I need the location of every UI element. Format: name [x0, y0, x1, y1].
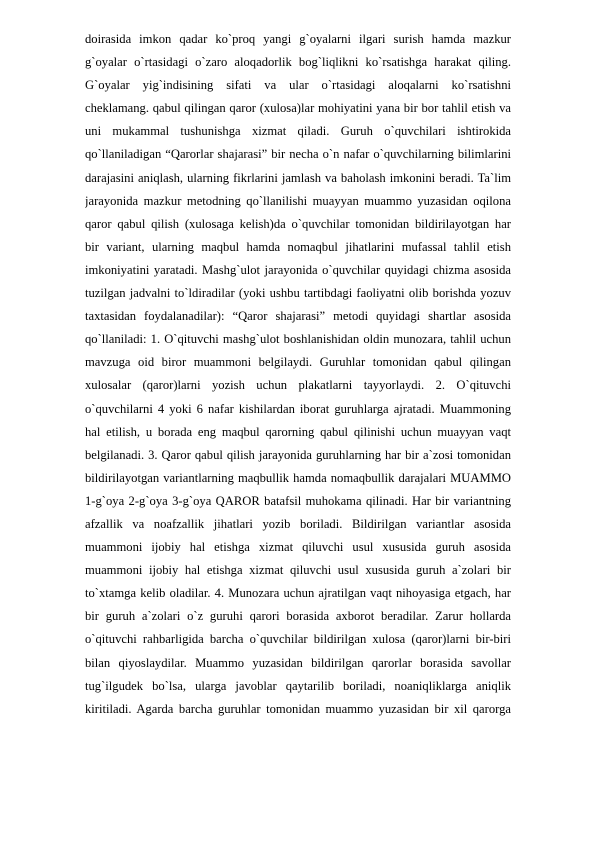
- text-line: bir variant, ularning maqbul hamda nomaqbul jihatlarini mufassal tahlil etish: [85, 239, 511, 254]
- text-line: bir guruh a`zolari o`z guruhi qarori borasida axborot beradilar. Zarur hollarda: [85, 609, 511, 624]
- text-line: darajasini aniqlash, ularning fikrlarini jamlash va baholash imkonini beradi. Ta`lim: [85, 170, 511, 185]
- text-line: qo`llaniladi: 1. O`qituvchi mashg`ulot boshlanishidan oldin munozara, tahlil uchun: [85, 332, 511, 347]
- text-line: muammoni ijobiy hal etishga xizmat qiluvchi usul xususida guruh a`zolari bir: [85, 563, 511, 578]
- text-line: imkoniyatini yaratadi. Mashg`ulot jarayonida o`quvchilar quyidagi chizma asosida: [85, 262, 511, 277]
- text-line: xulosalar (qaror)larni yozish uchun plakatlarni tayyorlaydi. 2. O`qituvchi: [85, 378, 511, 393]
- text-line: cheklamang. qabul qilingan qaror (xulosa)lar mohiyatini yana bir bor tahlil etish va: [85, 101, 511, 116]
- text-line: taxtasidan foydalanadilar): “Qaror shajarasi” metodi quyidagi shartlar asosida: [85, 309, 511, 324]
- document-page: [85, 28, 511, 721]
- text-line: hal etilish, u borada eng maqbul qarorning qabul qilinishi uchun muayyan vaqt: [85, 424, 511, 439]
- text-line: G`oyalar yig`indisining sifati va ular o`rtasidagi aloqalarni ko`rsatishni: [85, 78, 511, 93]
- text-line: bilan qiyoslaydilar. Muammo yuzasidan bildirilgan qarorlar borasida savollar: [85, 655, 511, 670]
- text-line: kiritiladi. Agarda barcha guruhlar tomonidan muammo yuzasidan bir xil qarorga: [85, 701, 511, 716]
- text-line: tug`ilgudek bo`lsa, ularga javoblar qaytarilib boriladi, noaniqliklarga aniqlik: [85, 678, 511, 693]
- text-line: qaror qabul qilish (xulosaga kelish)da o`quvchilar tomonidan bildirilayotgan har: [85, 216, 511, 231]
- text-line: tuzilgan jadvalni to`ldiradilar (yoki ushbu tartibdagi faoliyatni olib borishda yozuv: [85, 286, 511, 301]
- text-line: belgilanadi. 3. Qaror qabul qilish jarayonida guruhlarning har bir a`zosi tomonidan: [85, 447, 511, 462]
- text-line: o`qituvchi rahbarligida barcha o`quvchilar bildirilgan xulosa (qaror)larni bir-biri: [85, 632, 511, 647]
- text-line: jarayonida mazkur metodning qo`llanilishi muayyan muammo yuzasidan oqilona: [85, 193, 511, 208]
- text-line: uni mukammal tushunishga xizmat qiladi. Guruh o`quvchilari ishtirokida: [85, 124, 511, 139]
- text-line: bildirilayotgan variantlarning maqbullik hamda nomaqbullik darajalari MUAMMO: [85, 470, 511, 485]
- text-line: doirasida imkon qadar ko`proq yangi g`oyalarni ilgari surish hamda mazkur: [85, 32, 511, 46]
- text-line: afzallik va noafzallik jihatlari yozib boriladi. Bildirilgan variantlar asosida: [85, 516, 511, 531]
- text-line: 1-g`oya 2-g`oya 3-g`oya QAROR batafsil muhokama qilinadi. Har bir variantning: [85, 493, 511, 508]
- text-line: g`oyalar o`rtasidagi o`zaro aloqadorlik bog`liqlikni ko`rsatishga harakat qiling.: [85, 55, 511, 70]
- text-line: to`xtamga kelib oladilar. 4. Munozara uchun ajratilgan vaqt nihoyasiga etgach, har: [85, 586, 511, 601]
- text-line: muammoni ijobiy hal etishga xizmat qiluvchi usul xususida guruh asosida: [85, 540, 511, 555]
- text-line: qo`llaniladigan “Qarorlar shajarasi” bir necha o`n nafar o`quvchilarning bilimlarini: [85, 147, 511, 162]
- text-line: o`quvchilarni 4 yoki 6 nafar kishilardan iborat guruhlarga ajratadi. Muammoning: [85, 401, 511, 416]
- text-line: mavzuga oid biror muammoni belgilaydi. Guruhlar tomonidan qabul qilingan: [85, 355, 511, 370]
